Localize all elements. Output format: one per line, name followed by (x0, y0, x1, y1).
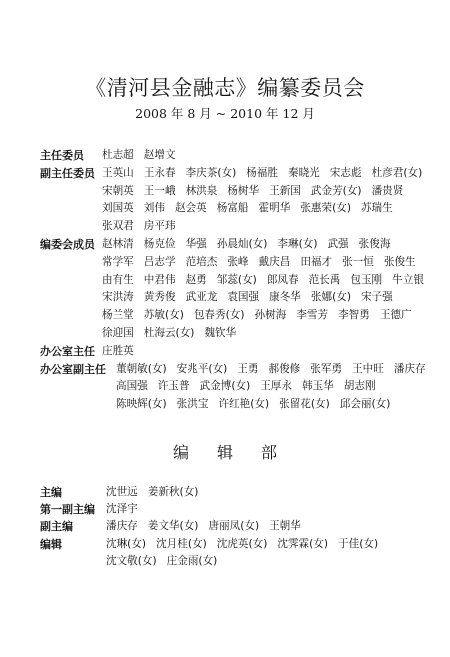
member-name: 李琳(女) (277, 237, 318, 250)
committee-row (40, 165, 436, 236)
editorial-role-label: 主编 (40, 486, 62, 499)
member-name: 赵增文 (143, 149, 176, 161)
member-name: 范长禹 (308, 273, 341, 286)
member-name: 沈霁霖(女) (277, 537, 329, 550)
editorial-list (40, 484, 436, 570)
member-name: 张洪宝 (176, 398, 209, 411)
committee-names (102, 236, 436, 343)
member-name: 孙晨灿(女) (216, 237, 268, 250)
member-name: 许玉普 (157, 380, 190, 393)
member-name: 武强 (327, 237, 349, 250)
member-name: 袁国强 (227, 291, 260, 304)
member-name: 刘国英 (102, 202, 134, 215)
member-name: 张娜(女) (310, 291, 351, 304)
member-name: 潘庆存 (106, 520, 138, 533)
member-name: 沈世远 (106, 486, 138, 498)
member-name: 杜志超 (102, 149, 134, 161)
member-name: 武金博(女) (199, 380, 251, 393)
member-name: 王一峨 (143, 184, 176, 197)
member-name: 牛立银 (392, 273, 424, 286)
member-name: 张惠荣(女) (300, 202, 351, 215)
committee-role-label: 办公室副主任 (40, 362, 106, 376)
member-name: 潘贵贤 (371, 184, 404, 197)
member-name: 赵勇 (185, 273, 207, 286)
member-name: 林洪泉 (185, 184, 218, 197)
member-name: 包春秀(女) (193, 309, 245, 322)
member-name: 董朝敏(女) (116, 362, 167, 375)
editorial-row (40, 518, 436, 535)
member-name: 黄秀俊 (143, 291, 176, 304)
member-name: 于佳(女) (338, 537, 379, 550)
member-name: 宋洪涛 (102, 291, 134, 304)
member-name: 房平玮 (143, 220, 176, 233)
member-name: 王厚永 (260, 380, 292, 393)
editorial-role-label: 编辑 (40, 537, 62, 551)
member-name: 杨树华 (227, 184, 260, 197)
committee-role-label: 办公室主任 (40, 344, 95, 358)
member-name: 武亚龙 (185, 291, 218, 304)
member-name: 郝俊修 (268, 362, 301, 375)
member-name: 高国强 (116, 380, 148, 393)
member-name: 姜新秋(女) (147, 486, 199, 498)
member-name: 张留花(女) (279, 398, 330, 411)
member-name: 邹蕊(女) (216, 273, 257, 286)
member-name: 常学军 (102, 255, 134, 268)
member-name: 胡志刚 (343, 380, 376, 393)
member-name: 许红艳(女) (218, 398, 270, 411)
committee-role-label: 主任委员 (40, 149, 84, 162)
member-name: 杜彦君(女) (371, 166, 423, 179)
editorial-row (40, 484, 436, 501)
committee-names (102, 343, 436, 361)
committee-list (40, 147, 436, 414)
member-name: 杨福胜 (246, 166, 278, 179)
member-name: 李庆茶(女) (185, 166, 237, 179)
member-name: 魏钦华 (204, 326, 237, 339)
editorial-names (106, 536, 436, 570)
editorial-names (106, 501, 436, 518)
member-name: 苏敏(女) (143, 309, 184, 322)
member-name: 杨富船 (216, 202, 249, 215)
member-name: 沈文敬(女) (106, 554, 157, 567)
member-name: 刘伟 (143, 202, 165, 215)
editorial-heading: 编辑部 (172, 443, 305, 462)
member-name: 康冬华 (269, 291, 301, 304)
member-name: 王英山 (102, 166, 134, 179)
member-name: 中君伟 (143, 273, 176, 286)
editorial-names (106, 518, 436, 535)
member-name: 安兆平(女) (176, 362, 228, 375)
member-name: 秦晓光 (288, 166, 320, 179)
member-name: 张军勇 (310, 362, 343, 375)
member-name: 徐迎国 (102, 326, 134, 339)
member-name: 王中旺 (352, 362, 384, 375)
member-name: 宋志彪 (329, 166, 362, 179)
member-name: 由有生 (102, 273, 134, 286)
member-name: 陈映辉(女) (116, 398, 167, 411)
member-name: 范培杰 (185, 255, 218, 268)
member-name: 苏瑞生 (360, 202, 393, 215)
editorial-names (106, 484, 436, 501)
member-name: 王德广 (379, 309, 412, 322)
committee-role-label: 副主任委员 (40, 166, 95, 180)
member-name: 郎凤春 (266, 273, 299, 286)
member-name: 张俊海 (358, 237, 391, 250)
committee-names (102, 165, 436, 236)
member-name: 张峰 (227, 255, 249, 268)
member-name: 霍明华 (258, 202, 291, 215)
member-name: 庄胜英 (102, 344, 134, 357)
member-name: 沈琳(女) (106, 537, 147, 550)
committee-names (116, 361, 436, 414)
committee-role-label: 编委会成员 (40, 237, 95, 251)
member-name: 杜海云(女) (143, 326, 195, 339)
committee-names (102, 147, 436, 165)
member-name: 邱会丽(女) (339, 398, 391, 411)
member-name: 张双君 (102, 220, 134, 233)
member-name: 李智勇 (338, 309, 370, 322)
member-name: 庄金雨(女) (166, 554, 218, 567)
member-name: 杨克俭 (143, 237, 176, 250)
member-name: 王朝华 (269, 520, 301, 533)
member-name: 张一恒 (342, 255, 374, 268)
committee-row (40, 236, 436, 343)
member-name: 沈泽宇 (106, 503, 138, 516)
member-name: 沈月桂(女) (156, 537, 207, 550)
member-name: 赵林清 (102, 237, 134, 250)
member-name: 李雪芳 (296, 309, 329, 322)
member-name: 孙树海 (254, 309, 287, 322)
member-name: 杨兰堂 (102, 309, 134, 322)
member-name: 宋子强 (360, 291, 393, 304)
date-range: 2008 年 8 月 ~ 2010 年 12 月 (135, 106, 315, 121)
page-title: 《清河县金融志》编纂委员会 (85, 76, 365, 100)
committee-row (40, 361, 436, 414)
member-name: 华强 (185, 237, 207, 250)
member-name: 韩玉华 (302, 380, 334, 393)
member-name: 沈虎英(女) (216, 537, 268, 550)
committee-row (40, 343, 436, 361)
member-name: 包玉刚 (350, 273, 383, 286)
member-name: 姜文华(女) (147, 520, 199, 533)
member-name: 赵会英 (174, 202, 207, 215)
member-name: 王永春 (143, 166, 176, 179)
member-name: 王新国 (269, 184, 301, 197)
member-name: 王勇 (237, 362, 259, 375)
committee-row (40, 147, 436, 165)
member-name: 吕志学 (143, 255, 176, 268)
member-name: 宋朝英 (102, 184, 134, 197)
member-name: 戴庆昌 (258, 255, 291, 268)
editorial-role-label: 副主编 (40, 520, 73, 534)
member-name: 潘庆存 (393, 362, 426, 375)
member-name: 武金芳(女) (310, 184, 362, 197)
member-name: 唐丽凤(女) (208, 520, 260, 533)
member-name: 田福才 (300, 255, 333, 268)
editorial-role-label: 第一副主编 (40, 503, 95, 517)
editorial-row (40, 501, 436, 518)
editorial-row (40, 536, 436, 570)
member-name: 张俊生 (383, 255, 416, 268)
